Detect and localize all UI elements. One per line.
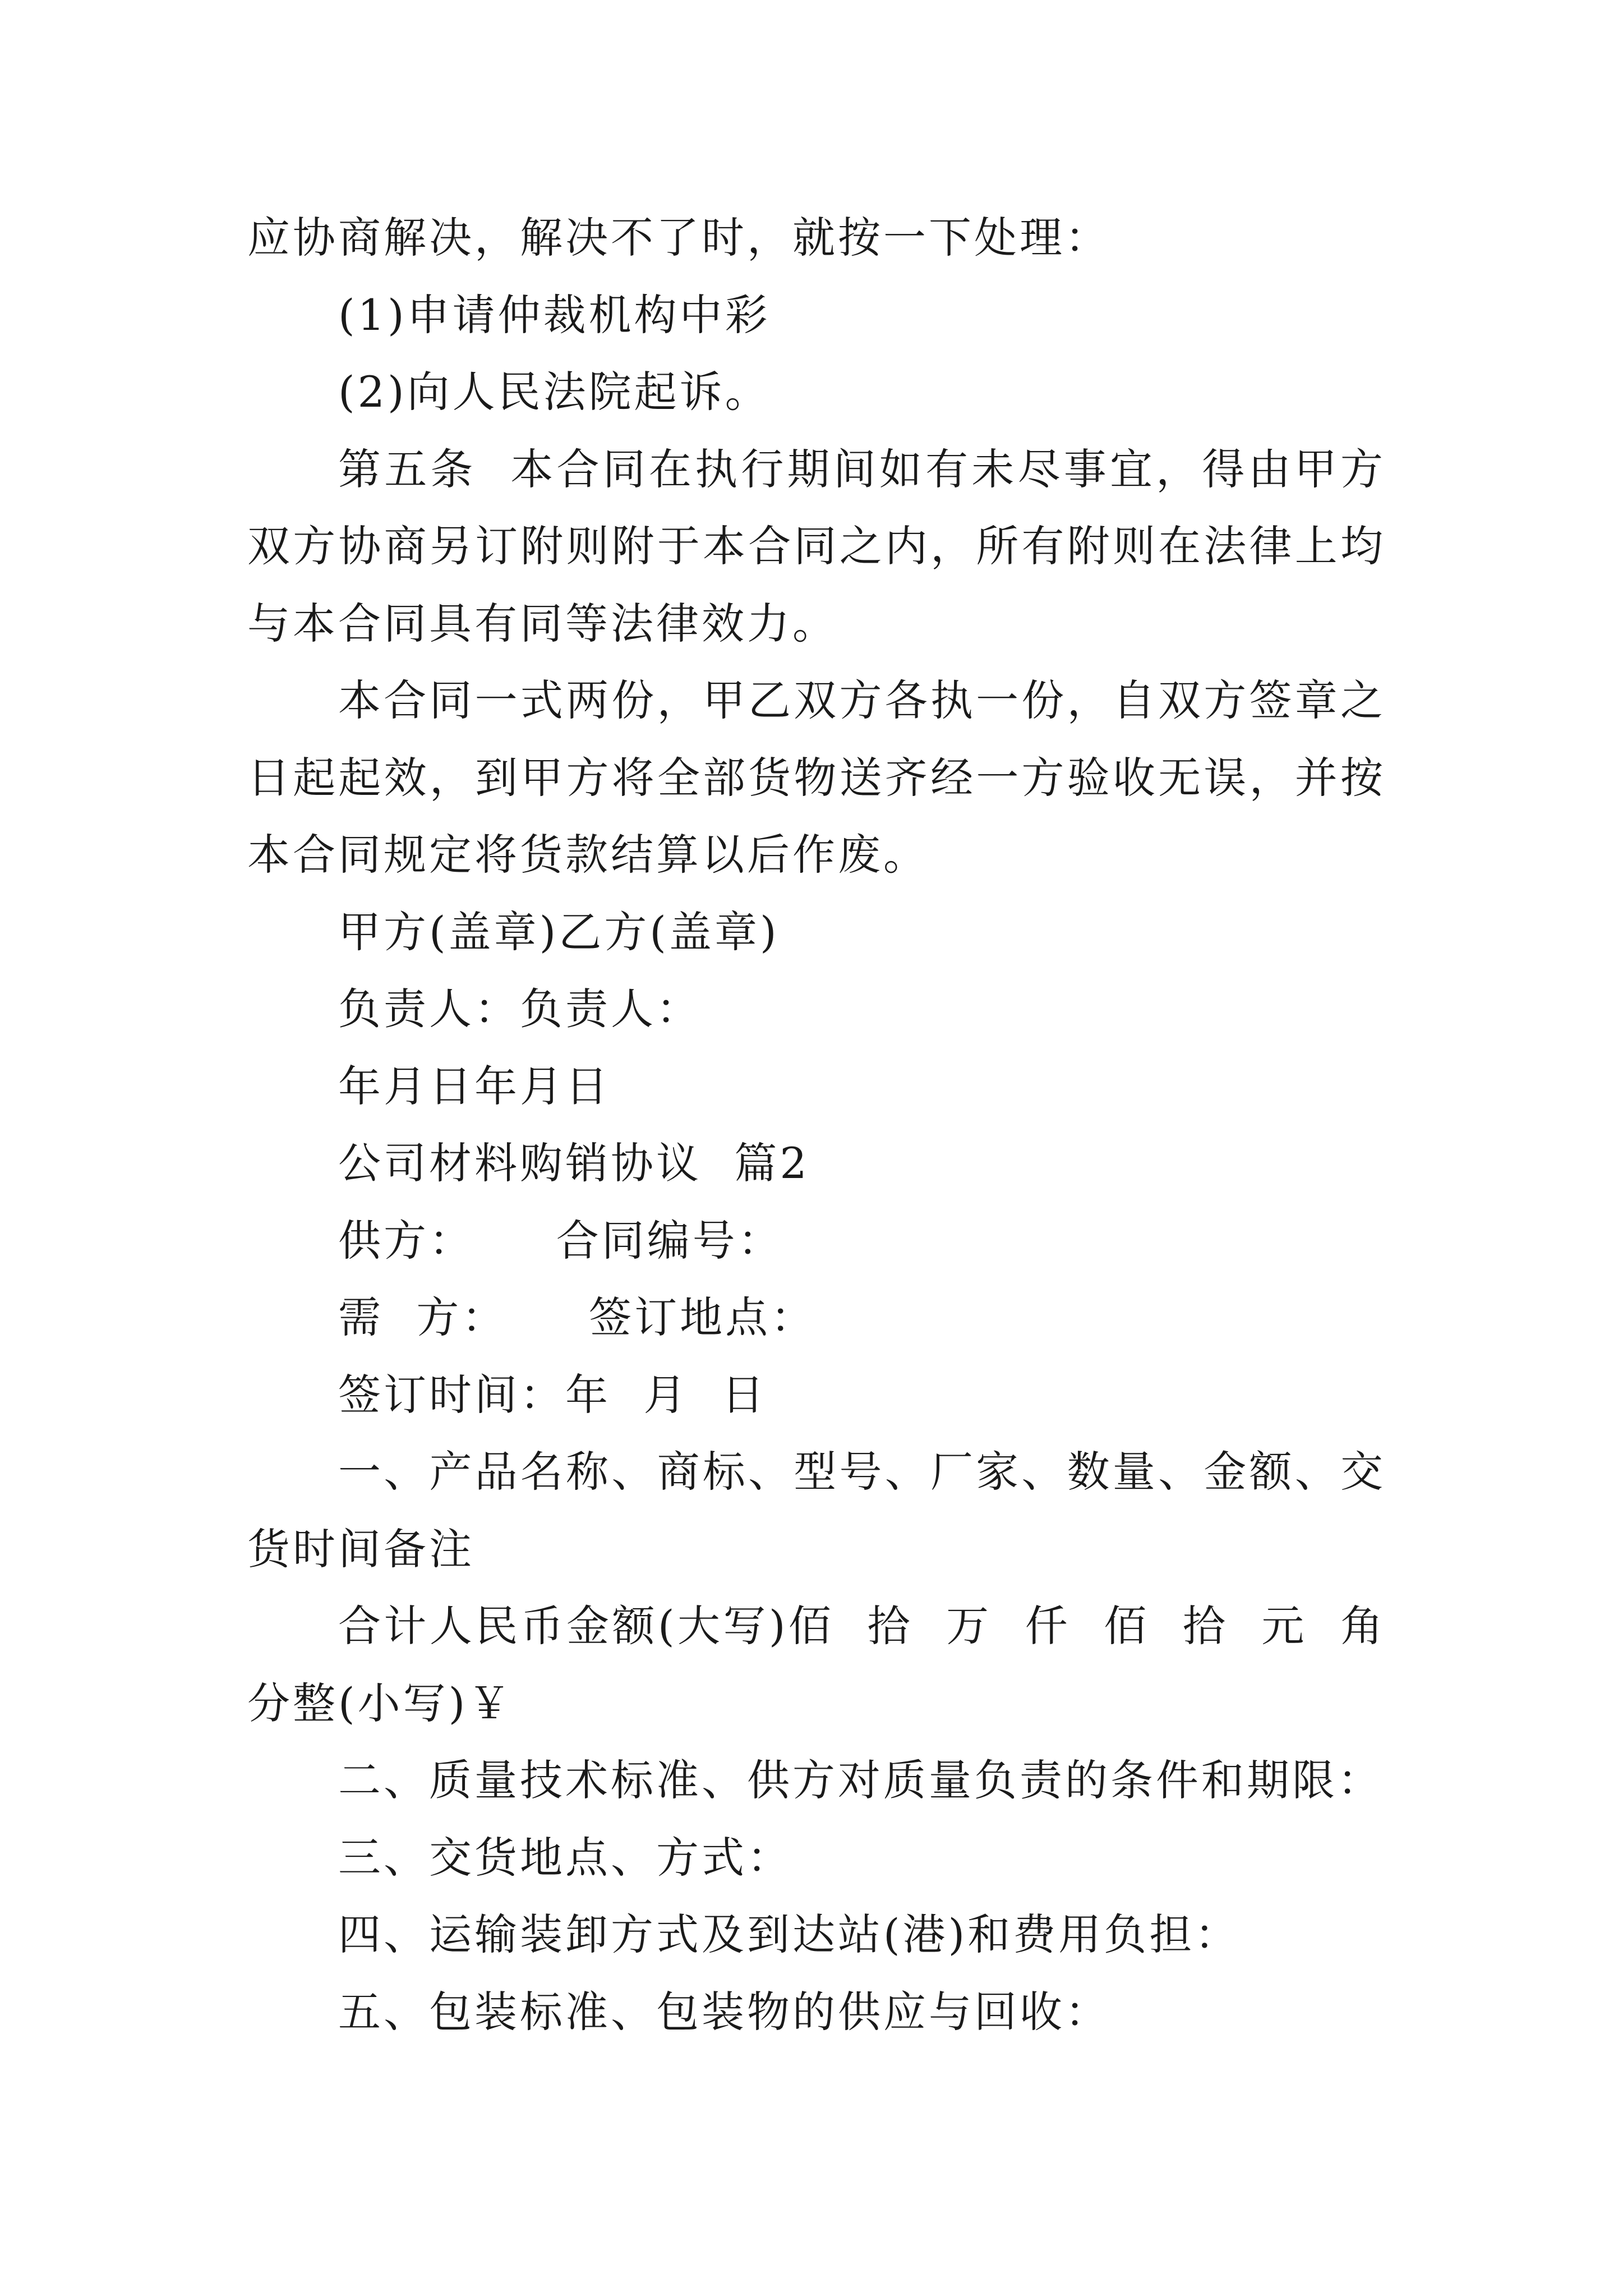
paragraph-lawsuit: (2)向人民法院起诉。 [338,367,771,417]
paragraph-delivery: 三、交货地点、方式： [338,1832,792,1883]
document-body [247,199,1419,2050]
paragraph-packaging: 五、包装标准、包装物的供应与回收： [338,1986,1110,2037]
paragraph-product-info: 一、产品名称、商标、型号、厂家、数量、金额、交货时间备注 [247,1447,1386,1574]
paragraph-responsible-persons: 负责人：负责人： [338,984,702,1034]
paragraph-copies-validity: 本合同一式两份，甲乙双方各执一份，自双方签章之日起起效，到甲方将全部货物送齐经一方验收无误，并按本合同规定将货款结算以后作废。 [247,675,1386,880]
paragraph-quality-standards: 二、质量技术标准、供方对质量负责的条件和期限： [338,1755,1383,1805]
section-heading-part-two: 公司材料购销协议 篇2 [338,1138,810,1188]
paragraph-dates: 年月日年月日 [338,1061,611,1111]
paragraph-arbitration: (1)申请仲裁机构中彩 [338,289,771,340]
paragraph-total-amount: 合计人民币金额(大写)佰 拾 万 仟 佰 拾 元 角 分整(小写)￥ [247,1601,1419,1728]
paragraph-transport: 四、运输装卸方式及到达站(港)和费用负担： [338,1910,1241,1959]
paragraph-seals: 甲方(盖章)乙方(盖章) [338,907,780,957]
paragraph-buyer: 需 方： 签订地点： [338,1292,817,1342]
paragraph-supplier: 供方： 合同编号： [338,1215,783,1266]
paragraph-dispute-resolution: 应协商解决，解决不了时，就按一下处理： [247,213,1110,263]
paragraph-signing-time: 签订时间：年 月 日 [338,1369,767,1420]
paragraph-article-five: 第五条 本合同在执行期间如有未尽事宜，得由甲方双方协商另订附则附于本合同之内，所有附则在法律上均与本合同具有同等法律效力。 [247,444,1386,648]
